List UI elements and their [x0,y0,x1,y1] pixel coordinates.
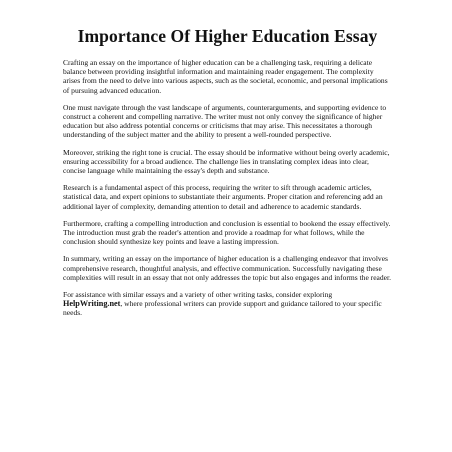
paragraph-1: Crafting an essay on the importance of higher education can be a challenging task, requiring a delicate balance between providing insightful information and maintaining reader engagement. The complexity arises from the need to delve into various aspects, such as the societal, economic, and personal implications of pursuing advanced education. [63,58,388,95]
closing-text-before: For assistance with similar essays and a variety of other writing tasks, consider exploring [63,290,333,300]
closing-paragraph [63,290,392,318]
paragraph-6: In summary, writing an essay on the importance of higher education is a challenging endeavor that involves comprehensive research, thoughtful analysis, and effective communication. Successfully navigating these complexities will result in an essay that not only addresses the topic but also engages and informs the reader. [63,254,391,282]
brand-name: HelpWriting.net [63,299,121,309]
paragraph-3: Moreover, striking the right tone is crucial. The essay should be informative without being overly academic, ensuring accessibility for a broad audience. The challenge lies in translating complex ideas into clear, concise language while maintaining the essay's depth and substance. [63,147,390,176]
paragraph-2: One must navigate through the vast landscape of arguments, counterarguments, and supporting evidence to construct a coherent and compelling narrative. The writer must not only convey the significance of higher education but also address potential concerns or criticisms that may arise. This necessitates a thorough understanding of the subject matter and the ability to present a well-rounded perspective. [63,102,387,140]
closing-text-after: , where professional writers can provide support and guidance tailored to your specific needs. [63,299,382,318]
paragraph-4: Research is a fundamental aspect of this process, requiring the writer to sift through academic articles, statistical data, and expert opinions to substantiate their arguments. Proper citation and referencing add an additional layer of complexity, demanding attention to detail and adherence to academic standards. [63,183,383,211]
paragraph-5: Furthermore, crafting a compelling introduction and conclusion is essential to bookend the essay effectively. The introduction must grab the reader's attention and provide a roadmap for what follows, while the conclusion should synthesize key points and leave a lasting impression. [63,218,391,247]
page-title: Importance Of Higher Education Essay [77,26,378,46]
